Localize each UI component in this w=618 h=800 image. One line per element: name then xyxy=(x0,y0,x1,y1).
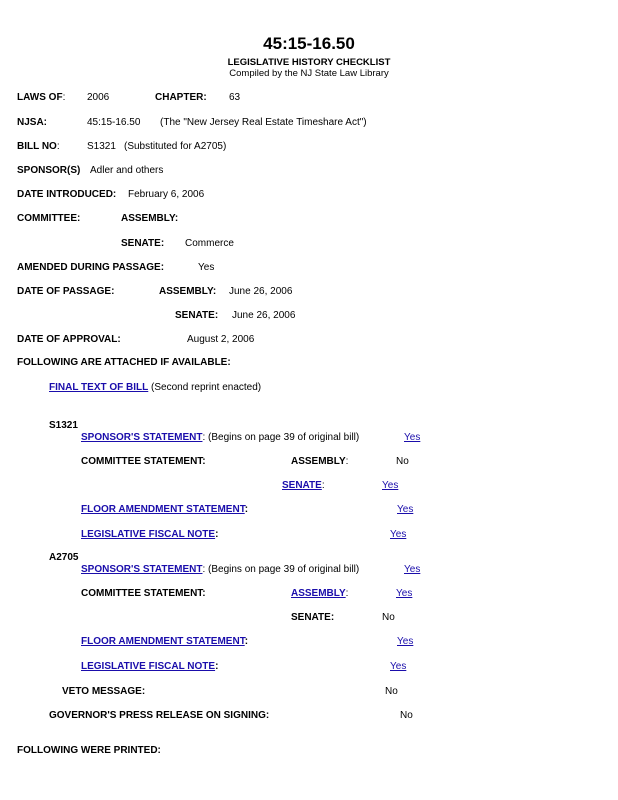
sponsor-value: Adler and others xyxy=(90,165,164,176)
chapter-value: 63 xyxy=(229,92,241,103)
njsa-value: 45:15-16.50 xyxy=(87,117,141,128)
s1321-sponsor-row xyxy=(81,432,359,443)
s1321-fiscal-note-link[interactable]: LEGISLATIVE FISCAL NOTE xyxy=(81,529,216,540)
a2705-sponsor-row xyxy=(81,564,359,575)
committee-senate-value: Commerce xyxy=(185,238,234,249)
s1321-senate-colon: : xyxy=(321,480,325,491)
s1321-heading: S1321 xyxy=(49,420,78,431)
s1321-floor-row xyxy=(81,504,248,515)
a2705-assembly-yes-link[interactable]: Yes xyxy=(396,588,413,599)
final-text-link[interactable]: FINAL TEXT OF BILL xyxy=(49,382,149,393)
a2705-heading: A2705 xyxy=(49,552,79,563)
s1321-sponsor-note: : (Begins on page 39 of original bill) xyxy=(202,432,360,443)
passage-label: DATE OF PASSAGE: xyxy=(17,286,115,297)
veto-label: VETO MESSAGE: xyxy=(62,686,146,697)
s1321-floor-yes-link[interactable]: Yes xyxy=(397,504,414,515)
a2705-sponsor-note: : (Begins on page 39 of original bill) xyxy=(202,564,360,575)
laws-of-label: LAWS OF xyxy=(17,92,63,103)
a2705-fiscal-colon: : xyxy=(215,661,219,672)
s1321-fiscal-row xyxy=(81,529,218,540)
s1321-assembly-value: No xyxy=(396,456,409,467)
page-title: 45:15-16.50 xyxy=(263,34,355,53)
date-introduced-value: February 6, 2006 xyxy=(128,189,205,200)
s1321-senate-yes-link[interactable]: Yes xyxy=(382,480,399,491)
approval-value: August 2, 2006 xyxy=(187,334,255,345)
a2705-senate-label: SENATE: xyxy=(291,612,335,623)
s1321-floor-amendment-link[interactable]: FLOOR AMENDMENT STATEMENT xyxy=(81,504,245,515)
passage-senate-label: SENATE: xyxy=(175,310,219,321)
s1321-assembly-label: ASSEMBLY xyxy=(291,456,346,467)
a2705-fiscal-yes-link[interactable]: Yes xyxy=(390,661,407,672)
chapter-label: CHAPTER: xyxy=(155,92,207,103)
committee-assembly-label: ASSEMBLY: xyxy=(121,213,179,224)
laws-of-row xyxy=(17,92,65,103)
printed-heading: FOLLOWING WERE PRINTED: xyxy=(17,745,161,756)
laws-of-value: 2006 xyxy=(87,92,110,103)
s1321-committee-label: COMMITTEE STATEMENT: xyxy=(81,456,206,467)
a2705-sponsor-yes-link[interactable]: Yes xyxy=(404,564,421,575)
date-introduced-label: DATE INTRODUCED: xyxy=(17,189,117,200)
bill-no-label: BILL NO xyxy=(17,141,57,152)
passage-senate-value: June 26, 2006 xyxy=(232,310,296,321)
sponsor-label: SPONSOR(S) xyxy=(17,165,81,176)
governor-value: No xyxy=(400,710,413,721)
a2705-assembly-row xyxy=(291,588,348,599)
a2705-fiscal-row xyxy=(81,661,218,672)
a2705-floor-amendment-link[interactable]: FLOOR AMENDMENT STATEMENT xyxy=(81,636,245,647)
approval-label: DATE OF APPROVAL: xyxy=(17,334,121,345)
s1321-senate-row xyxy=(282,480,325,491)
s1321-fiscal-colon: : xyxy=(215,529,219,540)
a2705-assembly-link[interactable]: ASSEMBLY xyxy=(291,588,346,599)
laws-of-colon: : xyxy=(62,92,66,103)
a2705-floor-row xyxy=(81,636,248,647)
s1321-sponsor-yes-link[interactable]: Yes xyxy=(404,432,421,443)
checklist-subtitle: LEGISLATIVE HISTORY CHECKLIST xyxy=(227,57,391,68)
s1321-senate-link[interactable]: SENATE xyxy=(282,480,322,491)
s1321-floor-colon: : xyxy=(244,504,249,515)
governor-label: GOVERNOR'S PRESS RELEASE ON SIGNING: xyxy=(49,710,270,721)
attached-heading: FOLLOWING ARE ATTACHED IF AVAILABLE: xyxy=(17,357,231,368)
s1321-sponsor-statement-link[interactable]: SPONSOR'S STATEMENT xyxy=(81,432,203,443)
final-text-note: (Second reprint enacted) xyxy=(151,382,262,393)
bill-no-value: S1321 xyxy=(87,141,116,152)
veto-value: No xyxy=(385,686,398,697)
njsa-label: NJSA: xyxy=(17,117,48,128)
a2705-assembly-colon: : xyxy=(345,588,349,599)
njsa-note: (The "New Jersey Real Estate Timeshare Act") xyxy=(160,117,367,128)
bill-no-row xyxy=(17,141,60,152)
amended-label: AMENDED DURING PASSAGE: xyxy=(17,262,165,273)
a2705-floor-colon: : xyxy=(244,636,249,647)
passage-assembly-label: ASSEMBLY: xyxy=(159,286,217,297)
s1321-assembly-row xyxy=(291,456,348,467)
passage-assembly-value: June 26, 2006 xyxy=(229,286,293,297)
committee-senate-label: SENATE: xyxy=(121,238,165,249)
amended-value: Yes xyxy=(198,262,215,273)
compiled-by: Compiled by the NJ State Law Library xyxy=(229,68,389,79)
a2705-floor-yes-link[interactable]: Yes xyxy=(397,636,414,647)
a2705-committee-label: COMMITTEE STATEMENT: xyxy=(81,588,206,599)
s1321-fiscal-yes-link[interactable]: Yes xyxy=(390,529,407,540)
a2705-senate-value: No xyxy=(382,612,395,623)
a2705-sponsor-statement-link[interactable]: SPONSOR'S STATEMENT xyxy=(81,564,203,575)
a2705-fiscal-note-link[interactable]: LEGISLATIVE FISCAL NOTE xyxy=(81,661,216,672)
final-text-row xyxy=(49,382,261,393)
s1321-assembly-colon: : xyxy=(345,456,349,467)
bill-no-note: (Substituted for A2705) xyxy=(124,141,227,152)
committee-label: COMMITTEE: xyxy=(17,213,81,224)
bill-no-colon: : xyxy=(56,141,60,152)
